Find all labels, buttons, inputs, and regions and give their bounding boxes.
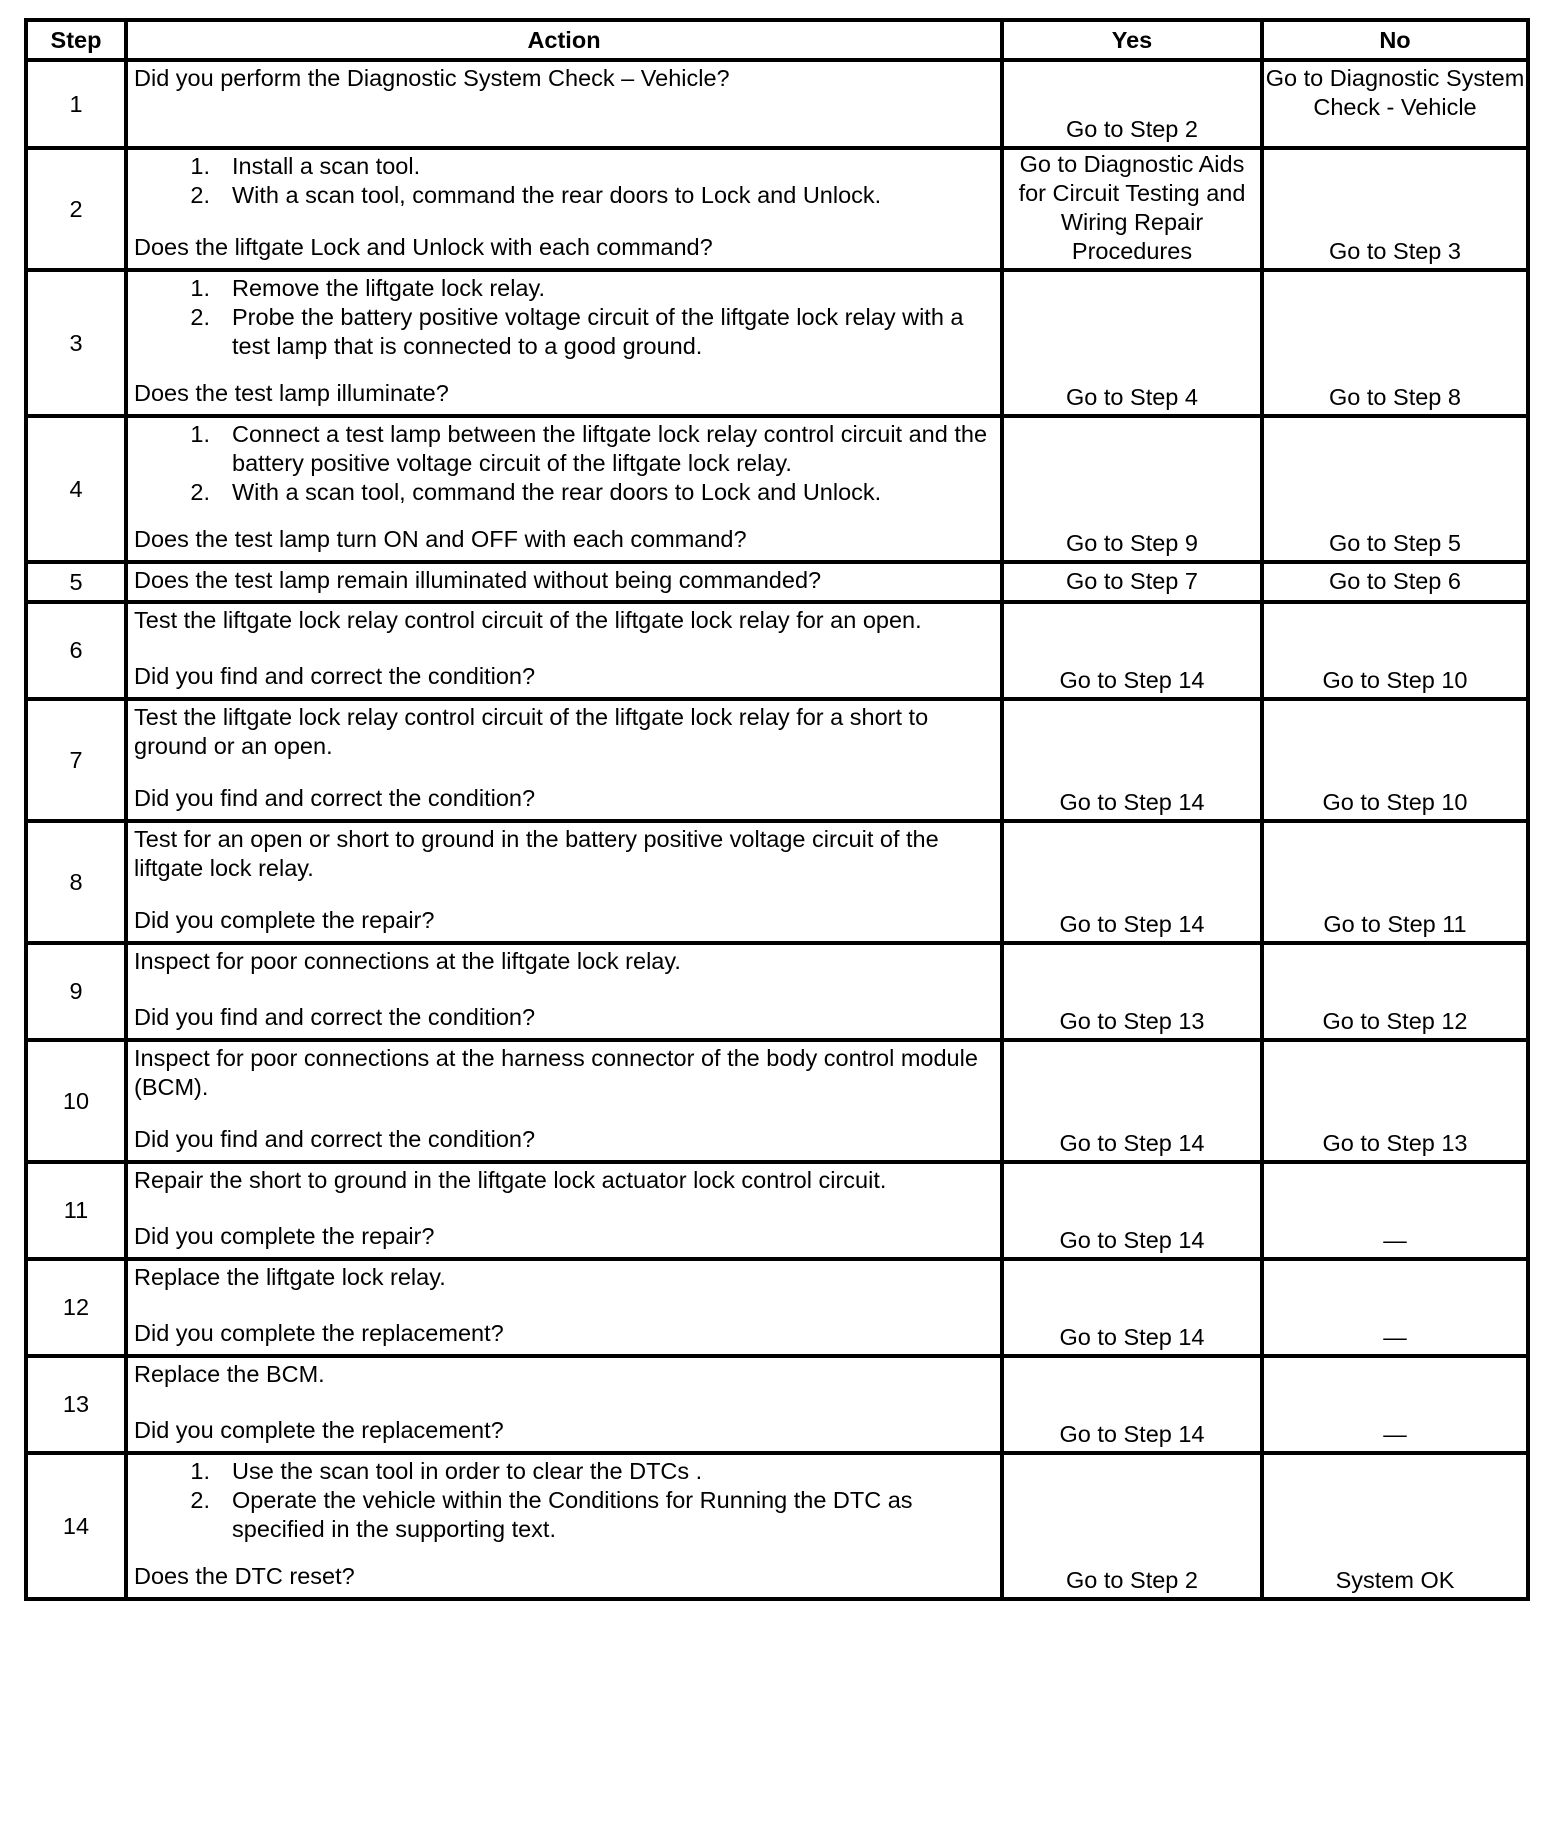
no-outcome: Go to Step 12: [1262, 943, 1528, 1040]
action-instructions: [134, 825, 994, 883]
instruction-list: [134, 420, 994, 507]
action-instructions: [134, 947, 994, 976]
step-number: 5: [26, 562, 126, 602]
action-instructions: [134, 606, 994, 635]
header-action: Action: [126, 20, 1002, 60]
step-number: 14: [26, 1453, 126, 1599]
action-instructions: [134, 152, 994, 210]
action-instructions: [134, 1044, 994, 1102]
table-row: [26, 562, 1528, 602]
yes-outcome: Go to Diagnostic Aids for Circuit Testing and Wiring Repair Procedures: [1002, 148, 1262, 270]
table-row: [26, 1356, 1528, 1453]
action-cell: [126, 562, 1002, 602]
action-cell: [126, 1259, 1002, 1356]
table-row: [26, 148, 1528, 270]
list-item: 2. Probe the battery positive voltage circuit of the liftgate lock relay with a test lamp that is connected to a good ground.: [190, 304, 964, 359]
yes-outcome: Go to Step 13: [1002, 943, 1262, 1040]
action-content: [128, 418, 1000, 556]
action-content: [128, 564, 1000, 596]
step-number: 10: [26, 1040, 126, 1162]
list-item: 2. With a scan tool, command the rear doors to Lock and Unlock.: [190, 479, 882, 505]
question-text: Did you complete the repair?: [134, 1223, 435, 1249]
action-instructions: [134, 1166, 994, 1195]
question-text: Does the test lamp illuminate?: [134, 380, 449, 406]
action-cell: [126, 416, 1002, 562]
action-cell: [126, 270, 1002, 416]
no-outcome: Go to Step 3: [1262, 148, 1528, 270]
diagnostic-table: [24, 18, 1530, 1601]
question-text: Did you perform the Diagnostic System Check – Vehicle?: [134, 65, 730, 91]
no-outcome: Go to Step 8: [1262, 270, 1528, 416]
action-content: [128, 1042, 1000, 1156]
step-number: 12: [26, 1259, 126, 1356]
question-text: Did you find and correct the condition?: [134, 785, 536, 811]
table-row: [26, 1259, 1528, 1356]
header-step: Step: [26, 20, 126, 60]
action-instructions: [134, 420, 994, 507]
question-text: Does the test lamp turn ON and OFF with each command?: [134, 526, 747, 552]
action-cell: [126, 1356, 1002, 1453]
instruction-text: Test for an open or short to ground in the battery positive voltage circuit of the liftgate lock relay.: [134, 826, 939, 881]
instruction-text: Test the liftgate lock relay control circuit of the liftgate lock relay for an open.: [134, 607, 922, 633]
action-instructions: [134, 703, 994, 761]
step-number: 11: [26, 1162, 126, 1259]
question-text: Does the test lamp remain illuminated without being commanded?: [134, 566, 822, 593]
yes-outcome: Go to Step 14: [1002, 821, 1262, 943]
action-content: [128, 1358, 1000, 1447]
question-text: Does the liftgate Lock and Unlock with each command?: [134, 234, 713, 260]
question-text: Did you find and correct the condition?: [134, 1004, 536, 1030]
instruction-text: Test the liftgate lock relay control circuit of the liftgate lock relay for a short to ground or an open.: [134, 704, 929, 759]
instruction-list: [134, 152, 994, 210]
list-item: 1. Connect a test lamp between the liftgate lock relay control circuit and the battery positive voltage circuit of the liftgate lock relay.: [190, 421, 988, 476]
list-item: 1. Remove the liftgate lock relay.: [190, 275, 546, 301]
step-number: 1: [26, 60, 126, 148]
action-instructions: [134, 1263, 994, 1292]
list-item: 1. Use the scan tool in order to clear the DTCs .: [190, 1458, 703, 1484]
action-content: [128, 1455, 1000, 1593]
action-content: [128, 1164, 1000, 1253]
action-cell: [126, 148, 1002, 270]
yes-outcome: Go to Step 2: [1002, 1453, 1262, 1599]
list-item: 2. With a scan tool, command the rear doors to Lock and Unlock.: [190, 182, 882, 208]
no-outcome: Go to Step 13: [1262, 1040, 1528, 1162]
no-outcome: —: [1262, 1259, 1528, 1356]
table-row: [26, 602, 1528, 699]
question-text: Did you find and correct the condition?: [134, 1126, 536, 1152]
action-cell: [126, 60, 1002, 148]
action-content: [128, 150, 1000, 264]
question-text: Did you find and correct the condition?: [134, 663, 536, 689]
instruction-text: Replace the BCM.: [134, 1361, 325, 1387]
step-number: 6: [26, 602, 126, 699]
action-cell: [126, 821, 1002, 943]
list-item: 2. Operate the vehicle within the Conditions for Running the DTC as specified in the supporting text.: [190, 1487, 913, 1542]
action-instructions: [134, 1360, 994, 1389]
table-row: [26, 1453, 1528, 1599]
action-content: [128, 945, 1000, 1034]
no-outcome: —: [1262, 1162, 1528, 1259]
question-text: Did you complete the repair?: [134, 907, 435, 933]
step-number: 4: [26, 416, 126, 562]
action-instructions: [134, 1457, 994, 1544]
action-content: [128, 272, 1000, 410]
table-row: [26, 270, 1528, 416]
table-row: [26, 943, 1528, 1040]
no-outcome: —: [1262, 1356, 1528, 1453]
no-outcome: Go to Step 5: [1262, 416, 1528, 562]
table-row: [26, 416, 1528, 562]
action-content: [128, 823, 1000, 937]
no-outcome: Go to Step 6: [1262, 562, 1528, 602]
action-content: [128, 1261, 1000, 1350]
table-row: [26, 60, 1528, 148]
action-content: [128, 604, 1000, 693]
step-number: 3: [26, 270, 126, 416]
yes-outcome: Go to Step 14: [1002, 1356, 1262, 1453]
no-outcome: Go to Diagnostic System Check - Vehicle: [1262, 60, 1528, 148]
yes-outcome: Go to Step 7: [1002, 562, 1262, 602]
action-cell: [126, 699, 1002, 821]
header-yes: Yes: [1002, 20, 1262, 60]
table-row: [26, 699, 1528, 821]
yes-outcome: Go to Step 14: [1002, 1259, 1262, 1356]
action-instructions: [134, 274, 994, 361]
step-number: 7: [26, 699, 126, 821]
instruction-list: [134, 274, 994, 361]
step-number: 8: [26, 821, 126, 943]
instruction-list: [134, 1457, 994, 1544]
no-outcome: Go to Step 10: [1262, 602, 1528, 699]
header-row: [26, 20, 1528, 60]
no-outcome: Go to Step 11: [1262, 821, 1528, 943]
no-outcome: System OK: [1262, 1453, 1528, 1599]
action-content: [128, 701, 1000, 815]
yes-outcome: Go to Step 9: [1002, 416, 1262, 562]
yes-outcome: Go to Step 14: [1002, 1162, 1262, 1259]
action-cell: [126, 602, 1002, 699]
yes-outcome: Go to Step 2: [1002, 60, 1262, 148]
action-cell: [126, 1453, 1002, 1599]
yes-outcome: Go to Step 14: [1002, 1040, 1262, 1162]
yes-outcome: Go to Step 4: [1002, 270, 1262, 416]
question-text: Did you complete the replacement?: [134, 1320, 504, 1346]
action-content: [128, 62, 1000, 142]
header-no: No: [1262, 20, 1528, 60]
table-row: [26, 1040, 1528, 1162]
question-text: Did you complete the replacement?: [134, 1417, 504, 1443]
instruction-text: Inspect for poor connections at the harness connector of the body control module (BCM).: [134, 1045, 978, 1100]
table-row: [26, 821, 1528, 943]
instruction-text: Replace the liftgate lock relay.: [134, 1264, 446, 1290]
instruction-text: Repair the short to ground in the liftgate lock actuator lock control circuit.: [134, 1167, 887, 1193]
step-number: 9: [26, 943, 126, 1040]
yes-outcome: Go to Step 14: [1002, 699, 1262, 821]
step-number: 2: [26, 148, 126, 270]
table-row: [26, 1162, 1528, 1259]
list-item: 1. Install a scan tool.: [190, 153, 421, 179]
question-text: Does the DTC reset?: [134, 1563, 355, 1589]
step-number: 13: [26, 1356, 126, 1453]
no-outcome: Go to Step 10: [1262, 699, 1528, 821]
action-cell: [126, 1162, 1002, 1259]
action-cell: [126, 943, 1002, 1040]
action-cell: [126, 1040, 1002, 1162]
yes-outcome: Go to Step 14: [1002, 602, 1262, 699]
instruction-text: Inspect for poor connections at the liftgate lock relay.: [134, 948, 681, 974]
